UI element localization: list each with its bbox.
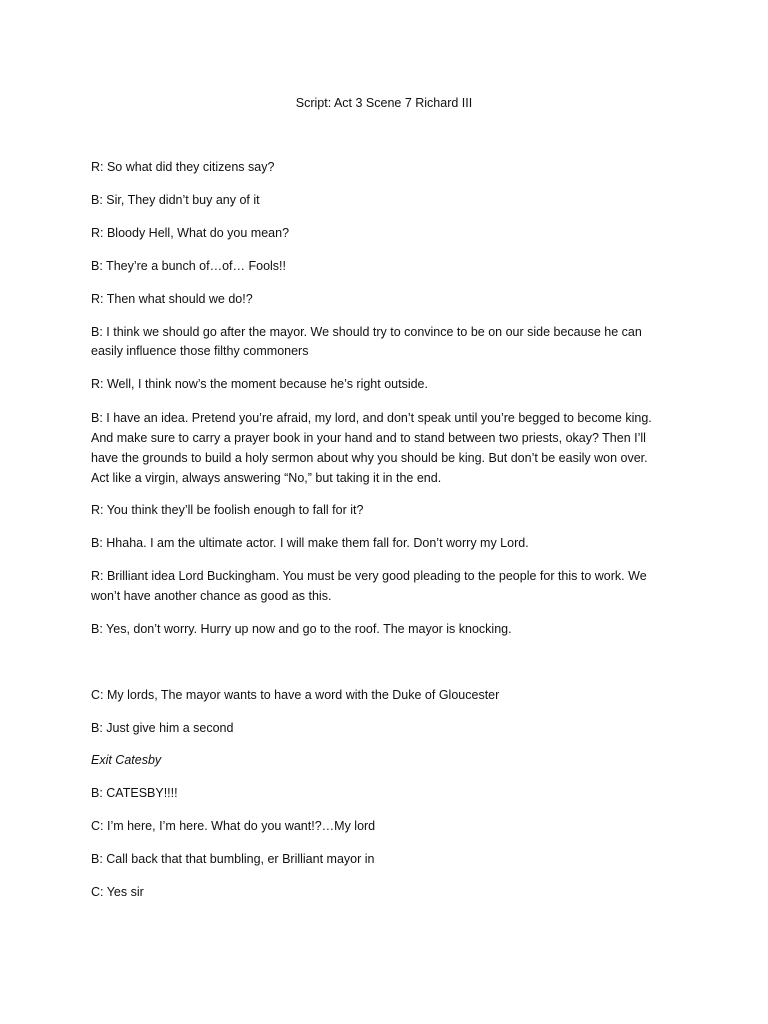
script-line: easily influence those filthy commoners bbox=[91, 344, 309, 358]
stage-direction: Exit Catesby bbox=[91, 753, 162, 767]
script-line: B: They’re a bunch of…of… Fools!! bbox=[91, 259, 287, 273]
script-line: R: Brilliant idea Lord Buckingham. You must be very good pleading to the people for this to work. We bbox=[91, 569, 647, 583]
script-line: R: Well, I think now’s the moment because he’s right outside. bbox=[91, 377, 428, 391]
script-line: Act like a virgin, always answering “No,” but taking it in the end. bbox=[91, 471, 442, 485]
script-line: B: Call back that that bumbling, er Brilliant mayor in bbox=[91, 852, 375, 866]
script-line: B: Sir, They didn’t buy any of it bbox=[91, 193, 260, 207]
script-line: B: Just give him a second bbox=[91, 721, 234, 735]
script-line: C: My lords, The mayor wants to have a word with the Duke of Gloucester bbox=[91, 688, 500, 702]
script-line: And make sure to carry a prayer book in your hand and to stand between two priests, okay? Then I’ll bbox=[91, 431, 646, 445]
script-line: R: Then what should we do!? bbox=[91, 292, 253, 306]
script-line: won’t have another chance as good as this. bbox=[91, 589, 332, 603]
script-line: R: So what did they citizens say? bbox=[91, 160, 275, 174]
script-line: C: Yes sir bbox=[91, 885, 144, 899]
script-line: B: I have an idea. Pretend you’re afraid, my lord, and don’t speak until you’re begged to become king. bbox=[91, 411, 652, 425]
script-line: R: You think they’ll be foolish enough to fall for it? bbox=[91, 503, 364, 517]
script-line: B: Yes, don’t worry. Hurry up now and go to the roof. The mayor is knocking. bbox=[91, 622, 512, 636]
script-line: B: I think we should go after the mayor. We should try to convince to be on our side because he can bbox=[91, 325, 642, 339]
script-line: B: Hhaha. I am the ultimate actor. I will make them fall for. Don’t worry my Lord. bbox=[91, 536, 529, 550]
script-line: B: CATESBY!!!! bbox=[91, 786, 178, 800]
script-line: C: I’m here, I’m here. What do you want!?…My lord bbox=[91, 819, 376, 833]
script-line: R: Bloody Hell, What do you mean? bbox=[91, 226, 290, 240]
script-line: have the grounds to build a holy sermon about why you should be king. But don’t be easily won over. bbox=[91, 451, 648, 465]
document-title: Script: Act 3 Scene 7 Richard III bbox=[295, 96, 473, 110]
